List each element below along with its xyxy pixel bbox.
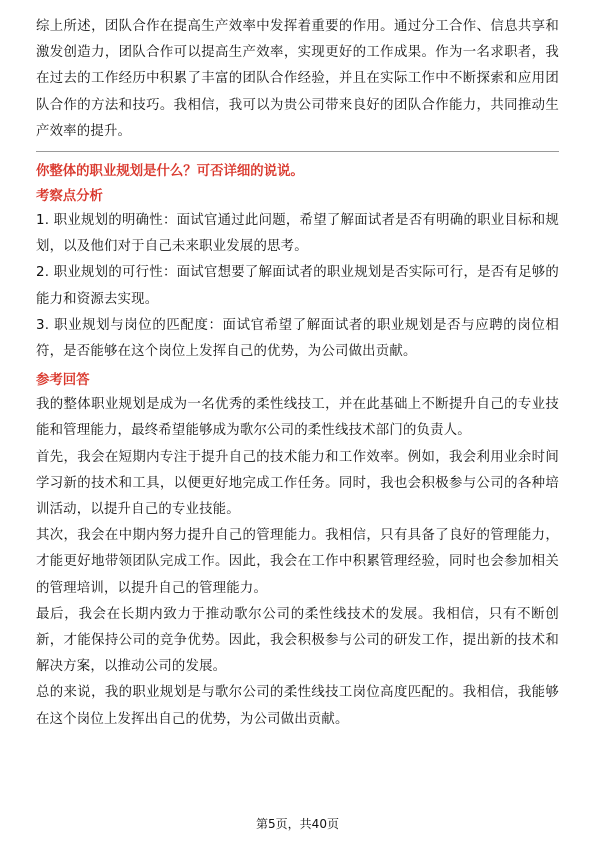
answer-heading: 参考回答 <box>36 373 90 389</box>
intro-paragraph: 综上所述，团队合作在提高生产效率中发挥着重要的作用。通过分工合作、信息共享和激发创造力，团队合作可以提高生产效率，实现更好的工作成果。作为一名求职者，我在过去的工作经历中积累了丰富的团队合作经验，并且在实际工作中不断探索和应用团队合作的方法和技巧。我相信，我可以为贵公司带来良好的团队合作能力，共同推动生产效率的提升。 <box>36 19 559 139</box>
section-divider <box>36 151 559 152</box>
answer-paragraph-5: 总的来说，我的职业规划是与歌尔公司的柔性线技工岗位高度匹配的。我相信，我能够在这个岗位上发挥出自己的优势，为公司做出贡献。 <box>36 685 559 727</box>
answer-paragraph-3: 其次，我会在中期内努力提升自己的管理能力。我相信，只有具备了良好的管理能力，才能更好地带领团队完成工作。因此，我会在工作中积累管理经验，同时也会参加相关的管理培训，以提升自己的管理能力。 <box>36 528 559 596</box>
analysis-item-1: 1. 职业规划的明确性：面试官通过此问题，希望了解面试者是否有明确的职业目标和规划，以及他们对于自己未来职业发展的思考。 <box>36 213 559 255</box>
page-content <box>36 14 559 733</box>
page-number-footer: 第5页，共40页 <box>256 817 339 831</box>
answer-paragraph-4: 最后，我会在长期内致力于推动歌尔公司的柔性线技术的发展。我相信，只有不断创新，才能保持公司的竞争优势。因此，我会积极参与公司的研发工作，提出新的技术和解决方案，以推动公司的发展。 <box>36 606 559 675</box>
analysis-item-2: 2. 职业规划的可行性：面试官想要了解面试者的职业规划是否实际可行，是否有足够的能力和资源去实现。 <box>36 265 559 307</box>
answer-paragraph-2: 首先，我会在短期内专注于提升自己的技术能力和工作效率。例如，我会利用业余时间学习新的技术和工具，以便更好地完成工作任务。同时，我也会积极参与公司的各种培训活动，以提升自己的专业技能。 <box>36 449 559 518</box>
question-title: 你整体的职业规划是什么？可否详细的说说。 <box>36 164 304 180</box>
analysis-heading: 考察点分析 <box>36 189 103 205</box>
analysis-item-3: 3. 职业规划与岗位的匹配度：面试官希望了解面试者的职业规划是否与应聘的岗位相符，是否能够在这个岗位上发挥自己的优势，为公司做出贡献。 <box>36 317 559 360</box>
answer-paragraph-1: 我的整体职业规划是成为一名优秀的柔性线技工，并在此基础上不断提升自己的专业技能和管理能力，最终希望能够成为歌尔公司的柔性线技术部门的负责人。 <box>36 397 559 439</box>
